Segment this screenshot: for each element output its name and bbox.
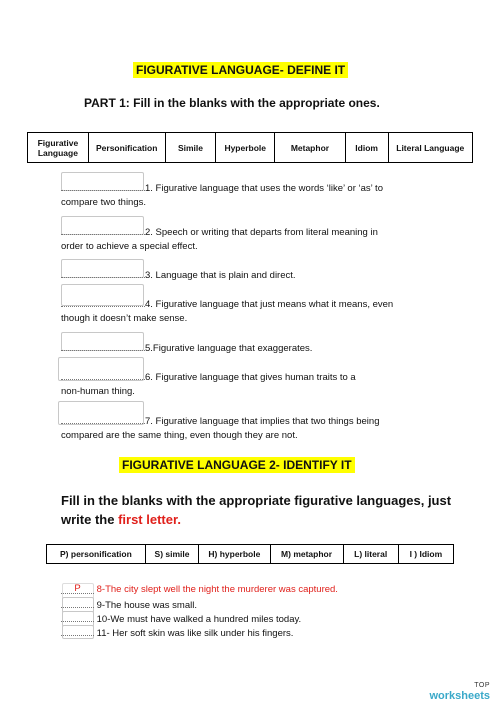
code-cell: I ) Idiom bbox=[398, 545, 453, 564]
question-7 bbox=[61, 413, 456, 443]
term-cell: Metaphor bbox=[275, 133, 346, 163]
blank-line bbox=[61, 224, 145, 235]
question-3 bbox=[61, 267, 456, 283]
question-text: 6. Figurative language that gives human traits to a bbox=[145, 372, 356, 383]
question-text: 7. Figurative language that implies that two things being bbox=[145, 416, 380, 427]
codes-row bbox=[47, 545, 454, 564]
question-text: 1. Figurative language that uses the words ‘like’ or ‘as’ to bbox=[145, 183, 383, 194]
blank-line bbox=[61, 369, 145, 380]
logo-top-text: TOP bbox=[474, 682, 490, 689]
part2-instruction bbox=[61, 491, 481, 529]
part2-heading: FIGURATIVE LANGUAGE 2- IDENTIFY IT bbox=[119, 457, 355, 473]
question-2 bbox=[61, 224, 456, 254]
logo-bottom-text: worksheets bbox=[429, 690, 490, 702]
blank-line bbox=[61, 180, 145, 191]
blank-line bbox=[61, 267, 145, 278]
question-text: 8-The city slept well the night the murderer was captured. bbox=[96, 584, 338, 595]
question-text: 2. Speech or writing that departs from literal meaning in bbox=[145, 227, 378, 238]
codes-table bbox=[46, 544, 454, 564]
question-text-cont: compare two things. bbox=[61, 197, 147, 208]
question-6 bbox=[61, 369, 456, 399]
question-text-cont: though it doesn’t make sense. bbox=[61, 313, 188, 324]
answer-slot bbox=[61, 611, 94, 622]
code-cell: L) literal bbox=[343, 545, 398, 564]
question-1 bbox=[61, 180, 456, 210]
answer-slot bbox=[61, 625, 94, 636]
topworksheets-logo bbox=[429, 681, 490, 701]
terms-row bbox=[28, 133, 473, 163]
instruction-text: Fill in the blanks with the appropriate figurative languages, just write the bbox=[61, 493, 452, 527]
code-cell: P) personification bbox=[47, 545, 146, 564]
question-text: 4. Figurative language that just means what it means, even bbox=[145, 299, 394, 310]
answer-slot bbox=[61, 597, 94, 608]
question-text: 5.Figurative language that exaggerates. bbox=[145, 343, 313, 354]
filled-answer: P bbox=[74, 583, 81, 594]
question-11 bbox=[61, 625, 293, 641]
term-cell: Simile bbox=[165, 133, 216, 163]
question-5 bbox=[61, 340, 456, 356]
blank-line bbox=[61, 296, 145, 307]
question-text: 10-We must have walked a hundred miles today. bbox=[96, 614, 302, 625]
question-text-cont: order to achieve a special effect. bbox=[61, 241, 198, 252]
term-cell: Figurative Language bbox=[28, 133, 89, 163]
part1-instruction: PART 1: Fill in the blanks with the appropriate ones. bbox=[84, 96, 380, 110]
code-cell: H) hyperbole bbox=[199, 545, 270, 564]
question-text: 9-The house was small. bbox=[96, 600, 197, 611]
blank-line bbox=[61, 413, 145, 424]
term-cell: Personification bbox=[88, 133, 165, 163]
code-cell: M) metaphor bbox=[270, 545, 343, 564]
instruction-emphasis: first letter. bbox=[118, 512, 181, 527]
question-text: 11- Her soft skin was like silk under his fingers. bbox=[96, 628, 294, 639]
question-8 bbox=[61, 583, 338, 597]
code-cell: S) simile bbox=[145, 545, 198, 564]
term-cell: Hyperbole bbox=[216, 133, 275, 163]
answer-slot bbox=[61, 583, 94, 594]
question-text: 3. Language that is plain and direct. bbox=[145, 270, 296, 281]
term-cell: Literal Language bbox=[388, 133, 472, 163]
question-4 bbox=[61, 296, 456, 326]
question-text-cont: non-human thing. bbox=[61, 386, 135, 397]
term-cell: Idiom bbox=[345, 133, 388, 163]
part1-heading: FIGURATIVE LANGUAGE- DEFINE IT bbox=[133, 62, 348, 78]
terms-table bbox=[27, 132, 473, 163]
blank-line bbox=[61, 340, 145, 351]
question-text-cont: compared are the same thing, even though they are not. bbox=[61, 430, 298, 441]
